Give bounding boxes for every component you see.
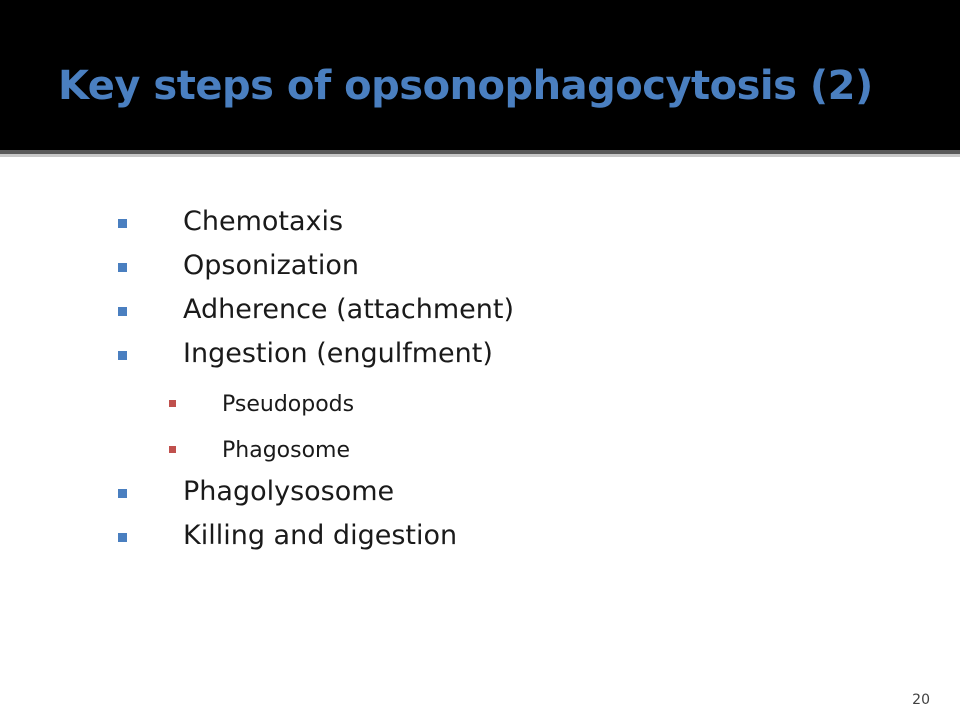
square-bullet-icon	[118, 307, 127, 316]
square-sub-bullet-icon	[169, 446, 176, 453]
bullet-text: Adherence (attachment)	[183, 294, 515, 325]
square-bullet-icon	[118, 533, 127, 542]
slide-title: Key steps of opsonophagocytosis (2)	[58, 63, 873, 109]
square-sub-bullet-icon	[169, 400, 176, 407]
bullet-text: Ingestion (engulfment)	[183, 338, 493, 369]
bullet-text: Phagosome	[222, 438, 351, 463]
square-bullet-icon	[118, 263, 127, 272]
bullet-text: Pseudopods	[222, 392, 355, 417]
square-bullet-icon	[118, 489, 127, 498]
square-bullet-icon	[118, 219, 127, 228]
bullet-text: Phagolysosome	[183, 476, 395, 507]
title-bar	[0, 0, 960, 150]
title-divider-shadow	[0, 154, 960, 157]
bullet-text: Chemotaxis	[183, 206, 344, 237]
bullet-text: Killing and digestion	[183, 520, 458, 551]
square-bullet-icon	[118, 351, 127, 360]
page-number: 20	[912, 692, 930, 708]
bullet-text: Opsonization	[183, 250, 360, 281]
